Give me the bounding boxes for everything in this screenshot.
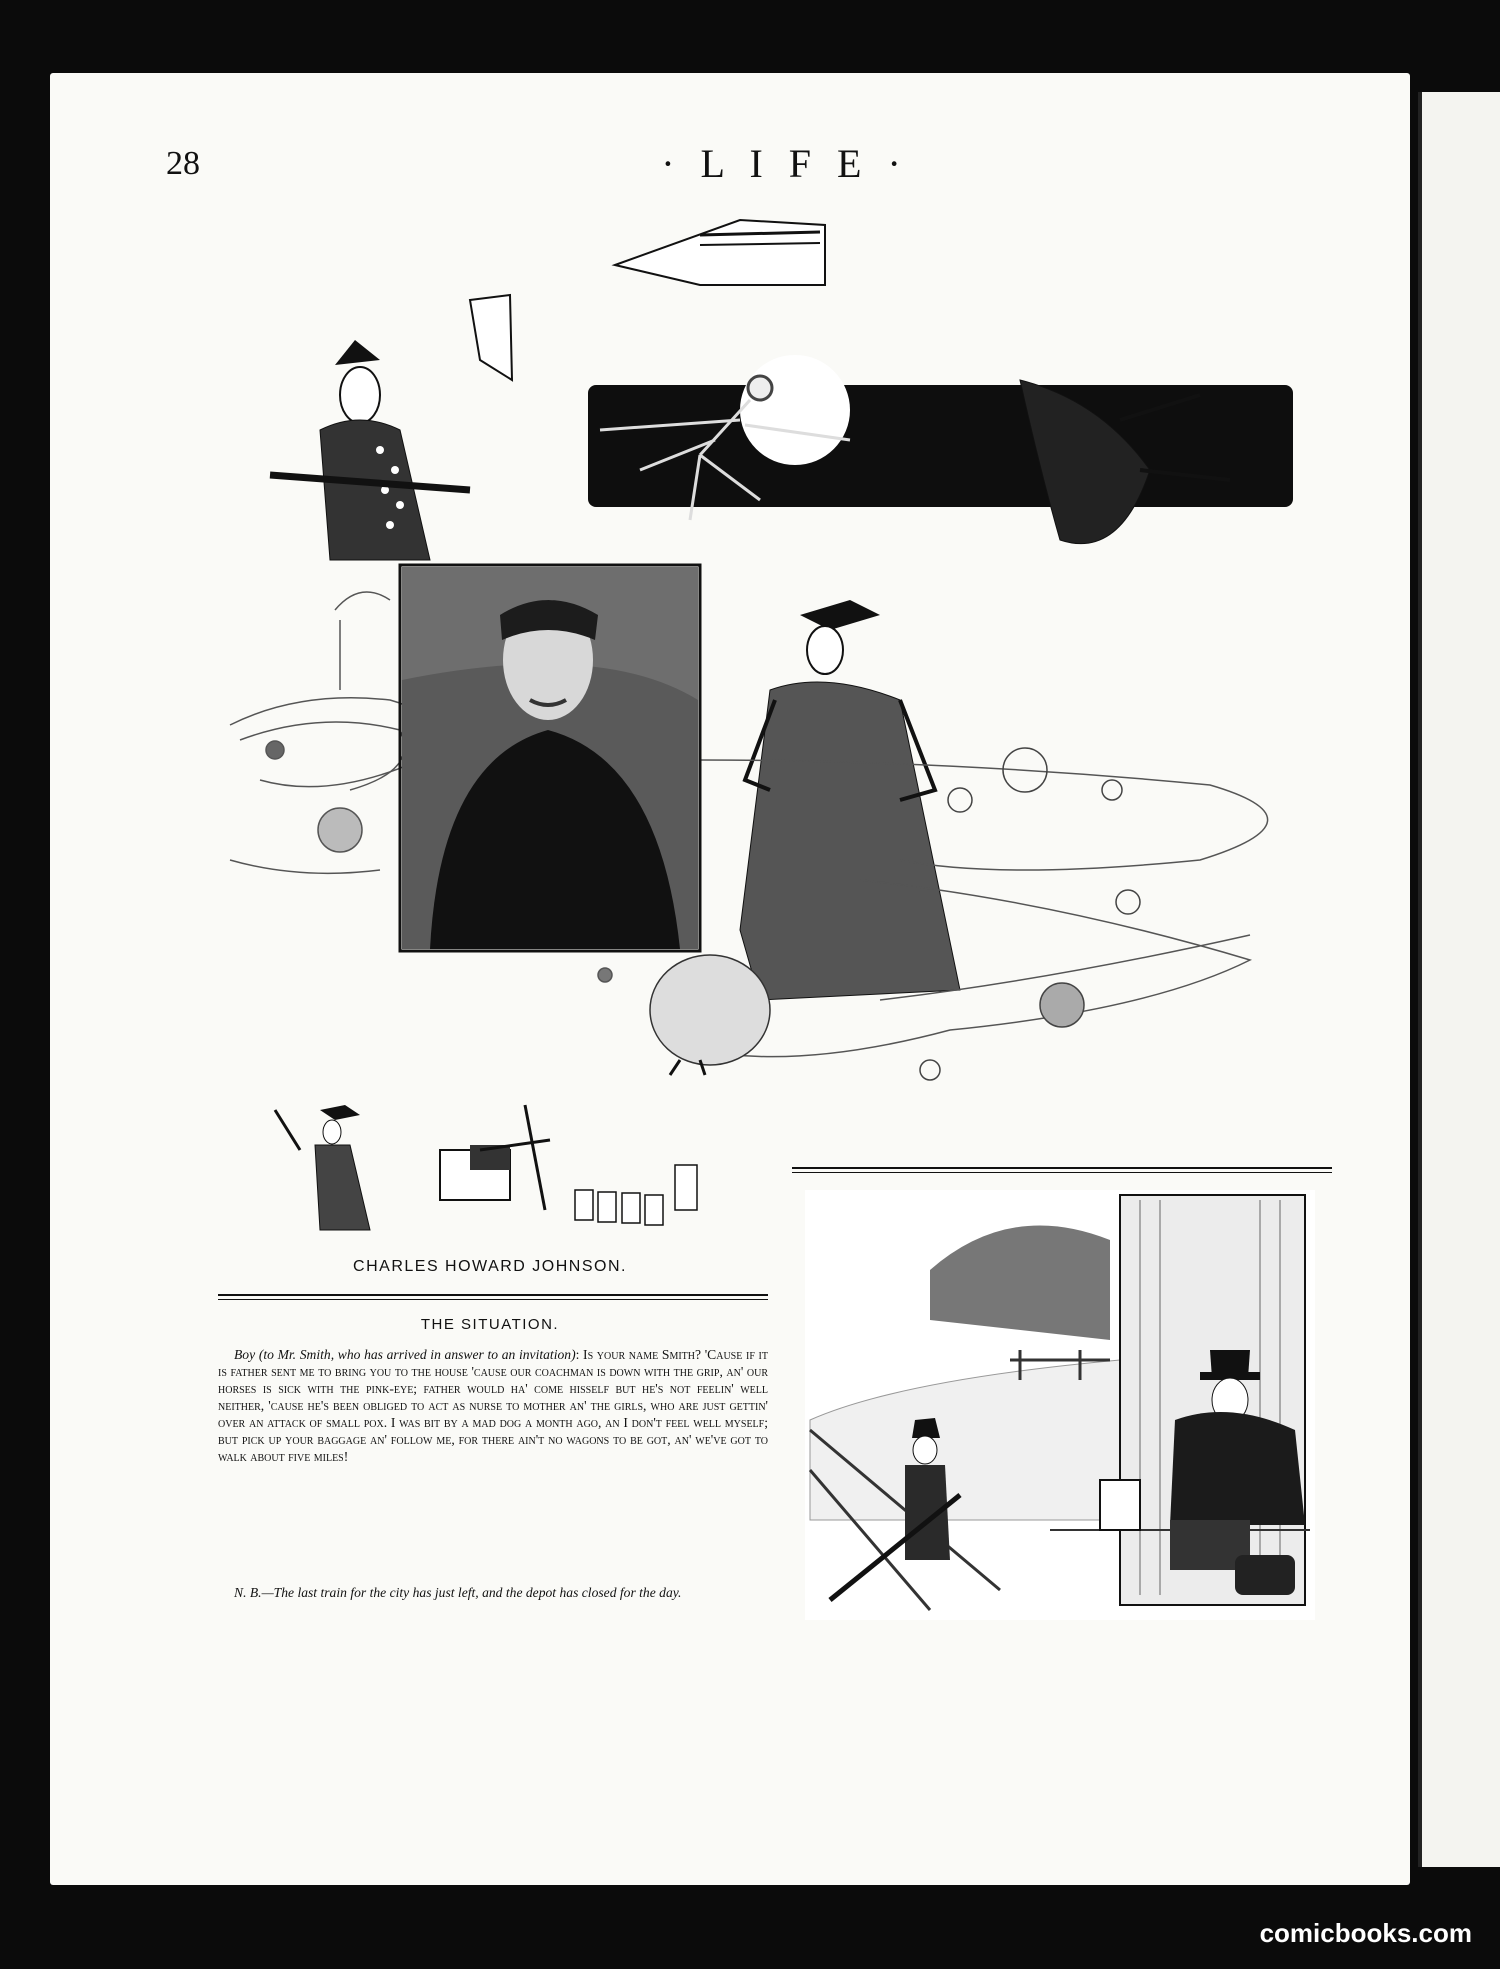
- stage-direction: (to Mr. Smith, who has arrived in answer to an invitation): [258, 1347, 576, 1362]
- article-note: N. B.—The last train for the city has just left, and the depot has closed for the day.: [234, 1585, 682, 1600]
- site-watermark: comicbooks.com: [1259, 1918, 1472, 1948]
- speaker-name: Boy: [234, 1347, 256, 1362]
- portrait-caption: CHARLES HOWARD JOHNSON.: [353, 1258, 627, 1275]
- masthead-title: · L I F E ·: [661, 141, 909, 186]
- section-divider-left: [218, 1294, 768, 1300]
- dialogue-text: Is your name Smith? 'Cause if it is father sent me to bring you to the house 'cause our coachman is down with the grip, an' our horses is sick with the pink-eye; father would ha' come hisself but he's not feelin' well neither, 'cause he's been obliged to act as nurse to mother an' the girls, who are just gettin' over an attack of small pox. I was bit by a mad dog a month ago, an I don't feel well myself; but pick up your baggage an' follow me, for there ain't no wagons to be got, an' we've got to walk about five miles!: [218, 1347, 768, 1464]
- page-number: 28: [166, 145, 200, 182]
- article-body: Boy (to Mr. Smith, who has arrived in answer to an invitation): Is your name Smith? 'Cause if it is father sent me to bring you to the house 'cause our coachman is down with the grip, an' our horses is sick with the pink-eye; father would ha' come hisself but he's not feelin' well neither, 'cause he's been obliged to act as nurse to mother an' the girls, who are just gettin' over an attack of small pox. I was bit by a mad dog a month ago, an I don't feel well myself; but pick up your baggage an' follow me, for there ain't no wagons to be got, an' we've got to walk about five miles!: [218, 1347, 768, 1464]
- article-title: THE SITUATION.: [420, 1316, 560, 1333]
- section-divider-right: [792, 1167, 1332, 1173]
